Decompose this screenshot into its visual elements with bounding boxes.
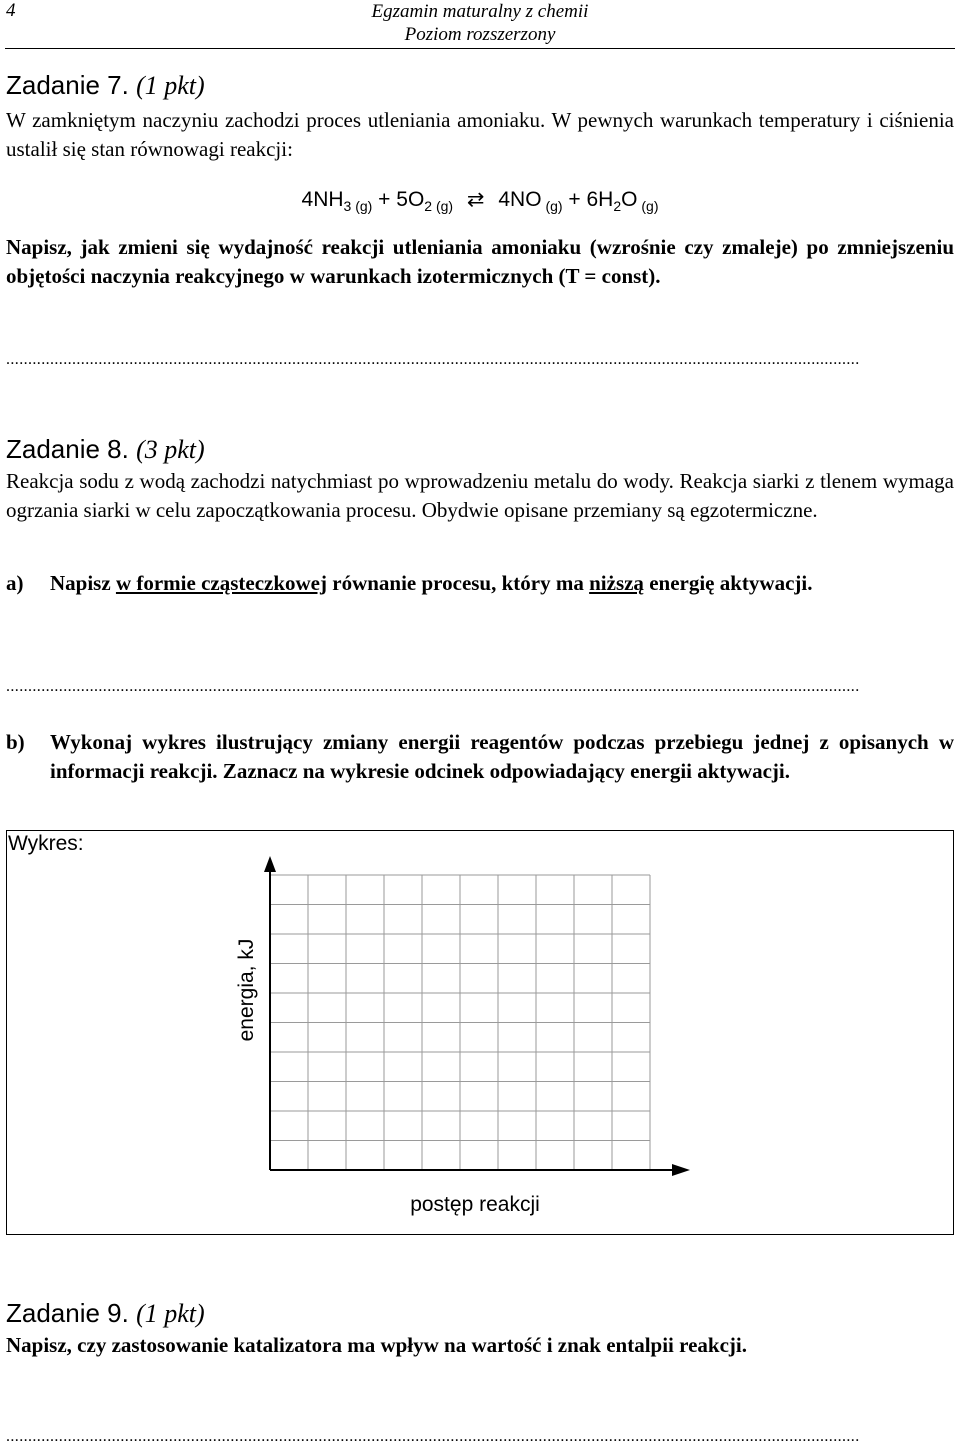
header-level: Poziom rozszerzony xyxy=(404,24,556,45)
eq-subscript: 2 xyxy=(613,198,622,215)
task8b-label: b) xyxy=(6,730,25,754)
task9-title-text: Zadanie 9. xyxy=(6,1298,129,1328)
eq-subscript: 3 xyxy=(343,198,352,215)
task9-title xyxy=(6,1298,205,1329)
x-axis-arrow-icon xyxy=(672,1164,690,1176)
eq-phase: (g) xyxy=(637,198,659,215)
task9-points: (1 pkt) xyxy=(136,1299,205,1328)
eq-term: O xyxy=(621,188,638,211)
eq-subscript: 2 xyxy=(424,198,433,215)
eq-term: 4NH xyxy=(301,188,344,211)
x-axis-label: postęp reakcji xyxy=(410,1193,540,1216)
task8-title-text: Zadanie 8. xyxy=(6,434,129,464)
task7-title-text: Zadanie 7. xyxy=(6,70,129,100)
task8a-label: a) xyxy=(6,571,24,595)
y-axis-label: energia, kJ xyxy=(235,938,258,1042)
task8-intro: Reakcja sodu z wodą zachodzi natychmiast po wprowadzeniu metalu do wody. Reakcja siarki z tlenem wymaga ogrzania siarki w celu zapoczątkowania procesu. Obydwie opisane przemiany są egzotermiczne. xyxy=(6,469,954,522)
task7-points: (1 pkt) xyxy=(136,71,205,100)
task8a-underlined: w formie cząsteczkowej xyxy=(115,571,327,595)
y-axis-arrow-icon xyxy=(264,856,276,872)
task8-points: (3 pkt) xyxy=(136,435,205,464)
task9-answer-line[interactable]: .................................................................................................................................................................................................. xyxy=(6,1428,860,1445)
chart-grid xyxy=(270,875,650,1170)
eq-term: 4NO xyxy=(498,188,542,211)
header-exam-title: Egzamin maturalny z chemii xyxy=(371,1,589,22)
eq-term: + 6H xyxy=(562,188,614,211)
eq-phase: (g) xyxy=(432,198,454,215)
eq-term: + 5O xyxy=(372,188,425,211)
task8b-text: Wykonaj wykres ilustrujący zmiany energii reagentów podczas przebiegu jednej z opisanych w informacji reakcji. Zaznacz na wykresie odcinek odpowiadający energii aktywacji. xyxy=(50,730,954,783)
task7-answer-line[interactable]: .................................................................................................................................................................................................. xyxy=(6,351,860,368)
task8a-underlined: niższą xyxy=(589,571,644,595)
eq-phase: (g) xyxy=(541,198,563,215)
eq-phase: (g) xyxy=(351,198,373,215)
task9-question: Napisz, czy zastosowanie katalizatora ma wpływ na wartość i znak entalpii reakcji. xyxy=(6,1333,747,1357)
task8a-text-part: energię aktywacji. xyxy=(643,571,813,595)
page-number: 4 xyxy=(6,0,16,21)
task8a-text-part: równanie procesu, który ma xyxy=(327,571,590,595)
task7-intro: W zamkniętym naczyniu zachodzi proces utleniania amoniaku. W pewnych warunkach temperatury i ciśnienia ustalił się stan równowagi reakcji: xyxy=(6,108,954,161)
task7-question: Napisz, jak zmieni się wydajność reakcji utleniania amoniaku (wzrośnie czy zmaleje) po zmniejszeniu objętości naczynia reakcyjnego w warunkach izotermicznych (T = const). xyxy=(6,235,954,288)
chart-box-label: Wykres: xyxy=(8,832,84,855)
task8a-answer-line[interactable]: .................................................................................................................................................................................................. xyxy=(6,678,860,695)
equilibrium-arrow-icon: ⇄ xyxy=(466,188,485,211)
task8a-text-part: Napisz xyxy=(50,571,116,595)
